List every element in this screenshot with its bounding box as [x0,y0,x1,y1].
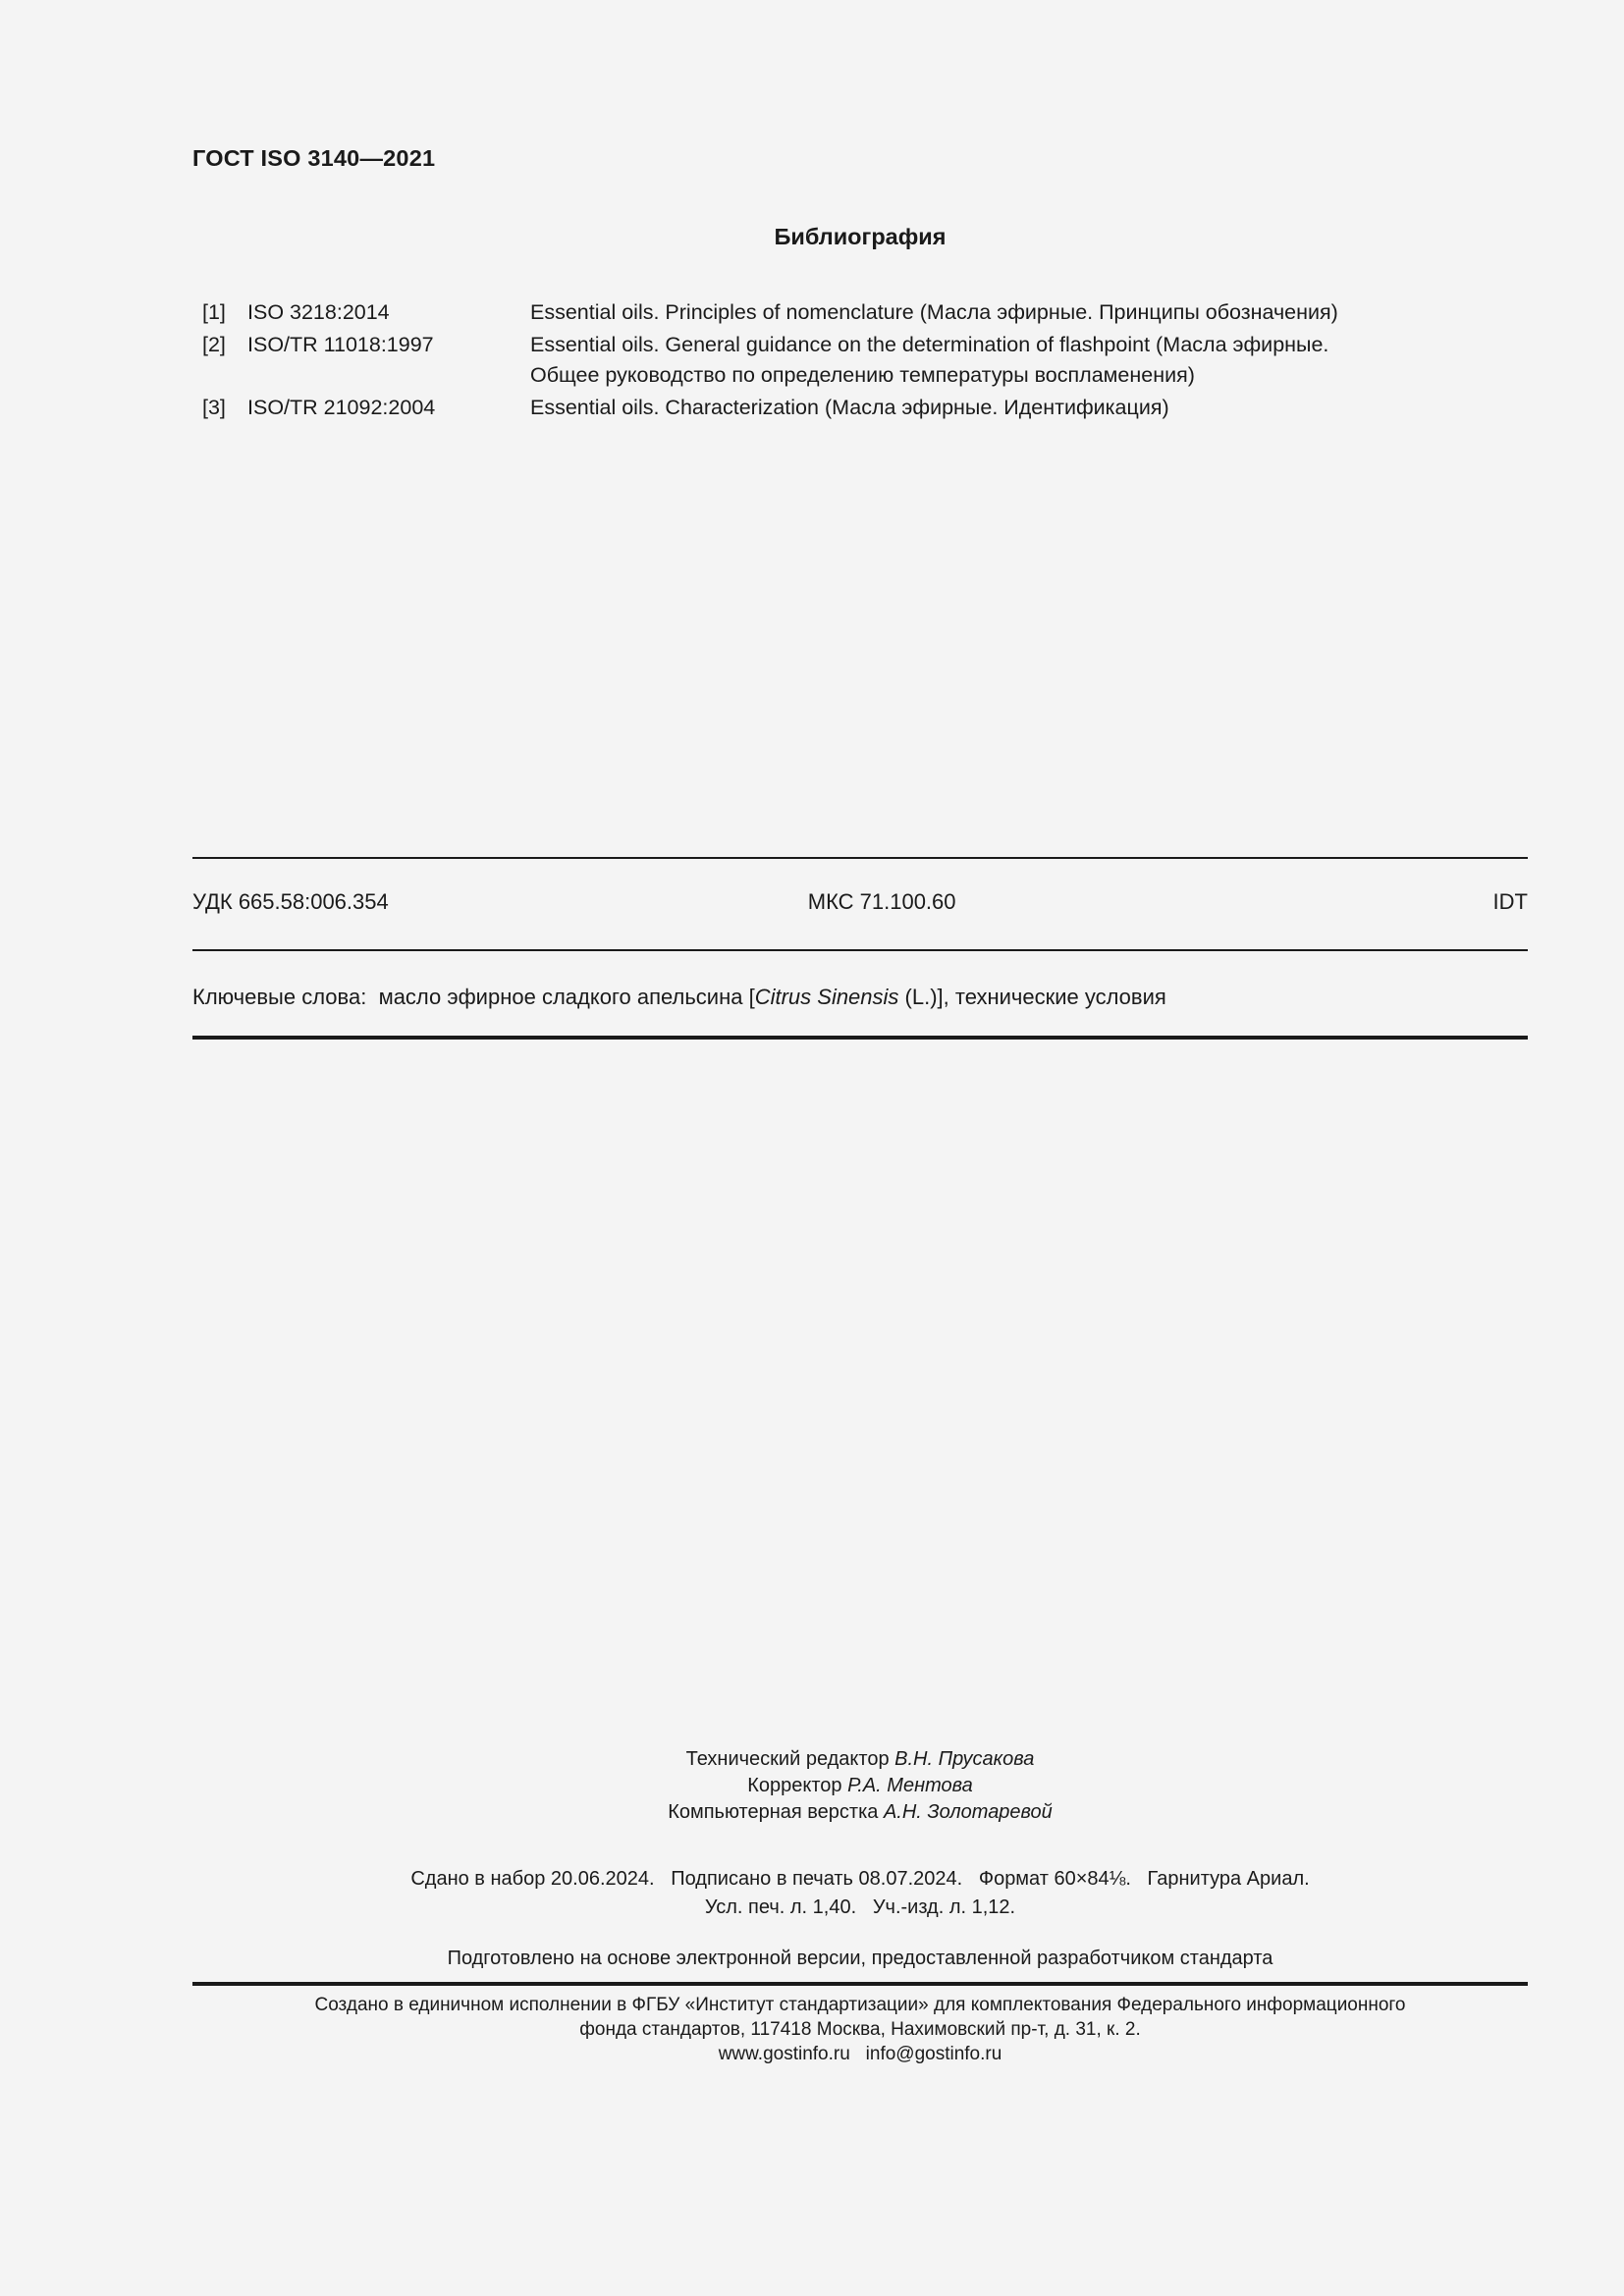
mks-code: МКС 71.100.60 [807,889,956,914]
classification-row [192,889,1528,915]
colophon-note [192,1946,1528,1972]
bibliography-entry-description-line: Общее руководство по определению температуры воспламенения) [530,363,1195,387]
bibliography-entry-number: [1] [202,300,226,324]
print-sheets-publishing: Уч.-изд. л. 1,12. [872,1896,1016,1918]
divider-keywords-top [192,949,1528,951]
print-sheets-conventional: Усл. печ. л. 1,40. [704,1896,857,1918]
bibliography-entry-description-line: Essential oils. General guidance on the determination of flashpoint (Масла эфирные. [530,333,1329,356]
footer-website[interactable]: www.gostinfo.ru [718,2044,850,2064]
bibliography-title: Библиография [774,224,947,249]
bibliography-entry-description [530,297,1528,328]
keywords-latin-name: Citrus Sinensis [754,985,899,1009]
print-info-line-1 [192,1865,1528,1894]
print-date-signed: Подписано в печать 08.07.2024. [671,1868,963,1890]
bibliography-entry [192,393,1528,423]
footer-line-3 [192,2042,1528,2066]
udk-code: УДК 665.58:006.354 [192,889,389,914]
technical-editor-line [192,1746,1528,1773]
running-head: ГОСТ ISO 3140—2021 [192,145,436,171]
bibliography-entry-number: [3] [202,396,226,419]
keywords-text-before: масло эфирное сладкого апельсина [ [378,985,755,1009]
bibliography-entry-code: ISO 3218:2014 [247,300,390,324]
keywords-label: Ключевые слова: [192,985,367,1009]
footer-line-1: Создано в единичном исполнении в ФГБУ «Институт стандартизации» для комплектования Федерального информационного [314,1995,1406,2015]
bibliography-entry [192,297,1528,328]
technical-editor-name: В.Н. Прусакова [894,1748,1035,1770]
print-date-typeset: Сдано в набор 20.06.2024. [410,1868,655,1890]
colophon-print-info [192,1865,1528,1922]
footer-email[interactable]: info@gostinfo.ru [865,2044,1002,2064]
layout-line [192,1799,1528,1826]
print-format: Формат 60×84⅛. [978,1868,1131,1890]
bibliography-entry-code: ISO/TR 21092:2004 [247,396,436,419]
electronic-version-note: Подготовлено на основе электронной версии, предоставленной разработчиком стандарта [447,1948,1273,1969]
corrector-line [192,1773,1528,1799]
keywords-line [192,985,1528,1010]
bibliography-entry-code: ISO/TR 11018:1997 [247,333,434,356]
technical-editor-label: Технический редактор [685,1748,895,1770]
corrector-name: Р.А. Ментова [847,1775,973,1796]
bibliography-entry [192,330,1528,391]
bibliography-list [192,297,1528,425]
colophon-footer [192,1993,1528,2066]
print-info-line-2 [192,1894,1528,1922]
bibliography-entry-description-line: Essential oils. Characterization (Масла эфирные. Идентификация) [530,396,1169,419]
bibliography-entry-number: [2] [202,333,226,356]
colophon-staff [192,1746,1528,1826]
bibliography-entry-description [530,330,1528,391]
idt-label: IDT [1492,889,1528,914]
corrector-label: Корректор [747,1775,848,1796]
bibliography-entry-description-line: Essential oils. Principles of nomenclature (Масла эфирные. Принципы обозначения) [530,300,1338,324]
bibliography-entry-description [530,393,1528,423]
layout-label: Компьютерная верстка [668,1801,884,1823]
divider-footer [192,1982,1528,1986]
footer-line-2: фонда стандартов, 117418 Москва, Нахимовский пр-т, д. 31, к. 2. [579,2019,1141,2040]
print-typeface: Гарнитура Ариал. [1147,1868,1310,1890]
layout-name: А.Н. Золотаревой [883,1801,1053,1823]
divider-top [192,857,1528,859]
keywords-text-after: (L.)], технические условия [898,985,1166,1009]
divider-keywords-bottom [192,1036,1528,1040]
